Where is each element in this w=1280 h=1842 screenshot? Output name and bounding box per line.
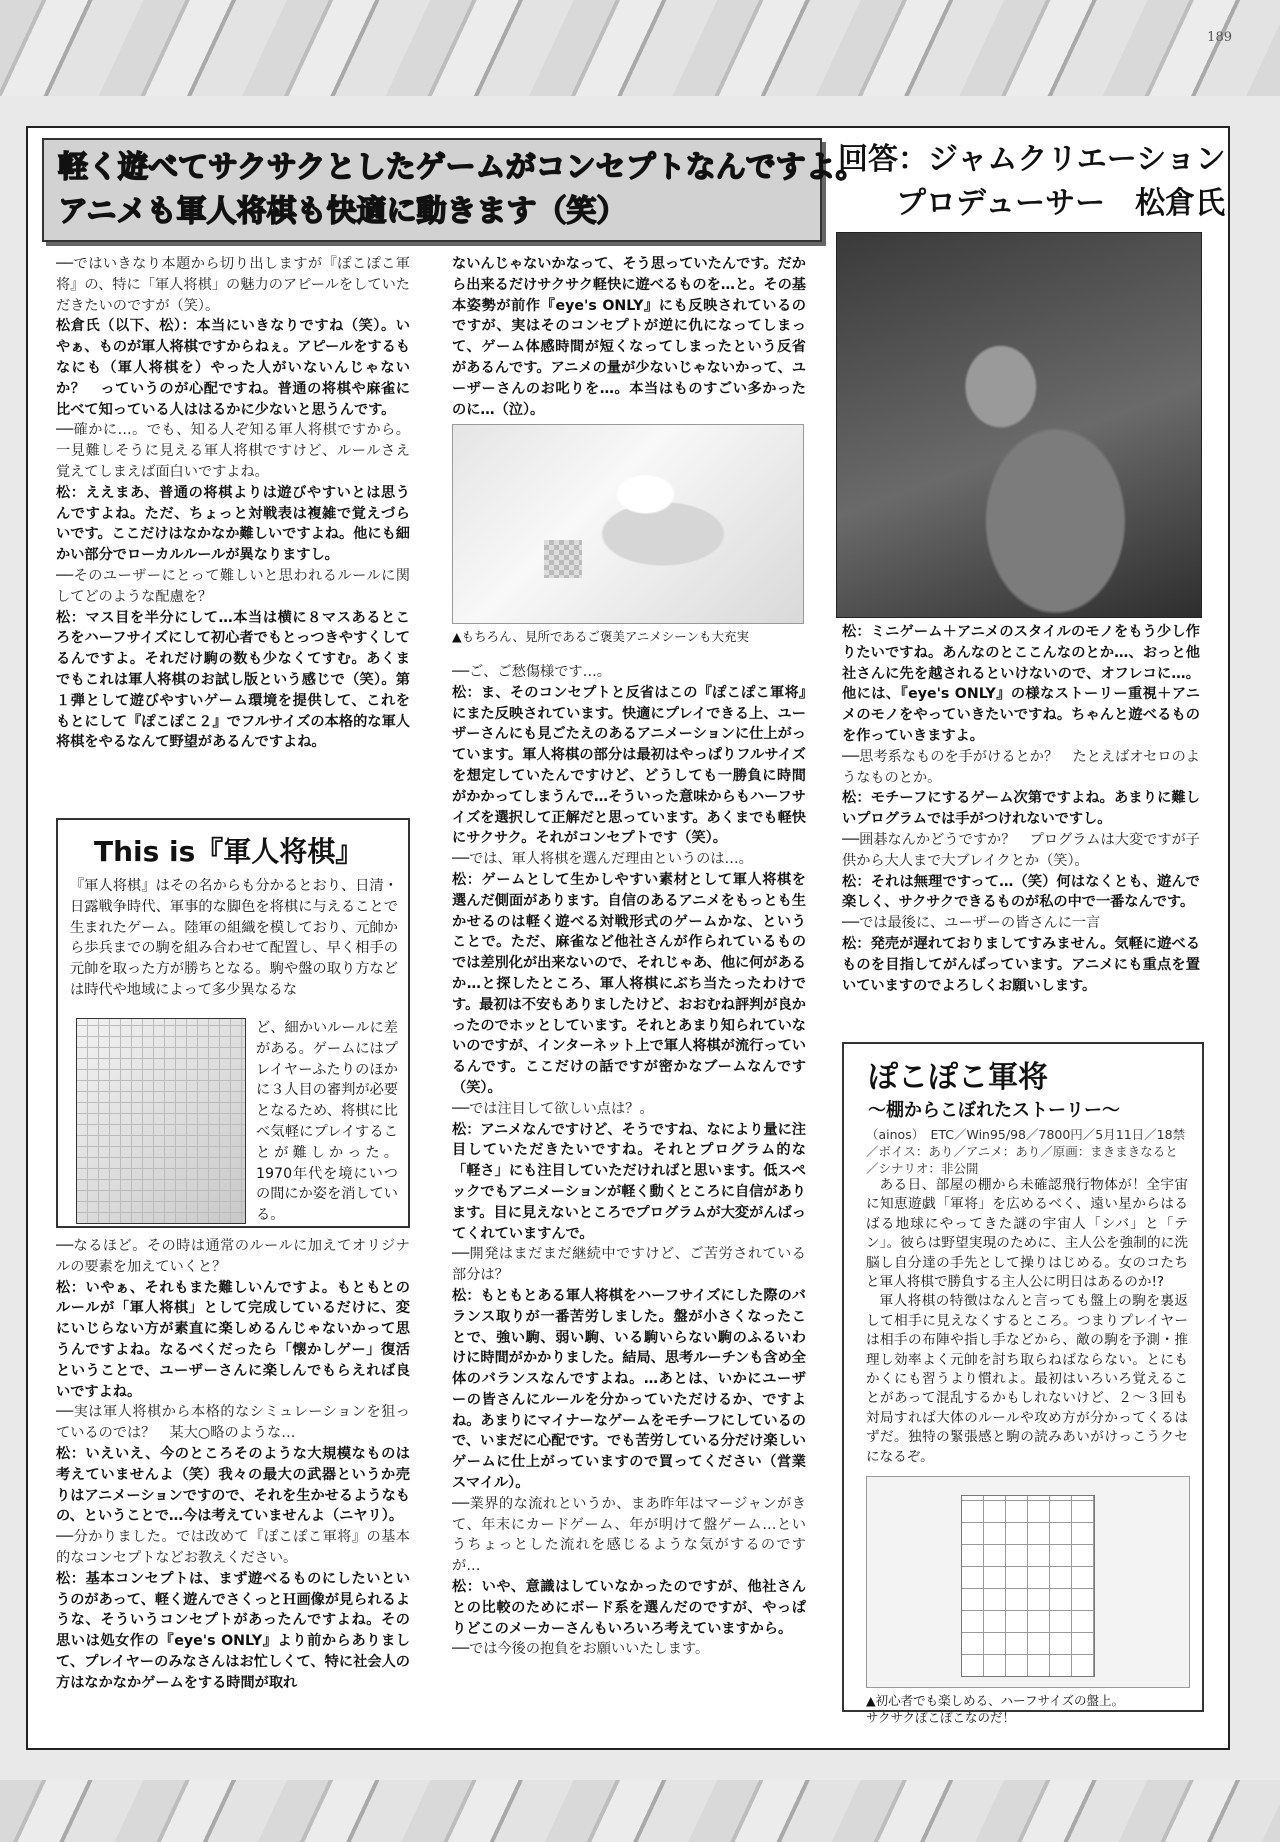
answer-paragraph: 松：基本コンセプトは、まず遊べるものにしたいというのがあって、軽く遊んでさくっとＨ画像が見られるような、そういうコンセプトがあったんですよね。その思いは処女作の『eye's ONLY』より前からありまして、プレイヤーのみなさんはお忙しくて、特に社会人の方はなかなかゲームをする時間が取れ: [56, 1570, 410, 1691]
game-subtitle: 〜棚からこぼれたストーリー〜: [868, 1100, 1120, 1121]
interviewee-company: 回答：ジャムクリエーション: [838, 142, 1226, 177]
question-paragraph: ──ご、ご愁傷様です…。: [452, 664, 611, 680]
answer-paragraph: 松：いやぁ、それもまた難しいんですよ。もともとのルールが「軍人将棋」として完成しているだけに、変にいじらない方が素直に楽しめるんじゃないかって思うんですよね。なるべくだったら「懐かしゲー」復活ということで、ユーザーさんに楽しんでもらえれば良いですよね。: [56, 1279, 410, 1400]
question-paragraph: ──では注目して欲しい点は？。: [452, 1100, 654, 1117]
answer-paragraph: 松：モチーフにするゲーム次第ですよね。あまりに難しいプログラムでは手がつけれないですし。: [842, 790, 1200, 828]
game-rules: 軍人将棋の特徴はなんと言っても盤上の駒を裏返して相手に見えなくするところ。つまりプレイヤーは相手の布陣や指し手などから、敵の駒を予測・推理し効率よく元帥を討ち取らねばならない。とにもかくにも習うより慣れよ。最初はいろいろ覚えることがあって混乱するかもしれないけど、２〜３回も対局すれば大体のルールや攻め方が分かってくるはずだ。独特の緊張感と駒の読みあいがけっこうクセになるぞ。: [866, 1293, 1188, 1465]
answer-paragraph: 松：ま、そのコンセプトと反省はこの『ぽこぽこ軍将』にまた反映されています。快適にプレイできる上、ユーザーさんにも見ごたえのあるアニメーションに仕上がっています。軍人将棋の部分は最初はやっぱりフルサイズを想定していたんですけど、どうしても一勝負に時間がかかってしまうんで…そういった意味からもハーフサイズを選択して正解だと思っています。あくまでも軽快にサクサク。それがコンセプトです（笑）。: [452, 684, 806, 847]
question-paragraph: ──そのユーザーにとって難しいと思われるルールに関してどのような配慮を？: [56, 567, 410, 605]
headline-line-1: 軽く遊べてサクサクとしたゲームがコンセプトなんですよ。: [58, 150, 866, 185]
board-caption-line-1: ▲初心者でも楽しめる、ハーフサイズの盤上。: [866, 1693, 1124, 1708]
question-paragraph: ──確かに…。でも、知る人ぞ知る軍人将棋ですから。一見難しそうに見える軍人将棋ですけど、ルールさえ覚えてしまえば面白いですよね。: [56, 422, 410, 480]
game-screenshot: [452, 424, 804, 624]
this-is-sidebar: [56, 818, 410, 1228]
article-column-2: [452, 254, 806, 416]
answer-paragraph: 松：ゲームとして生かしやすい素材として軍人将棋を選んだ側面があります。自信のあるアニメをもっとも生かせるのは軽く遊べる対戦形式のゲームかな、ということで。ただ、麻雀など他社さんが作られているものでは差別化が出来ないので、それじゃあ、他に何があるか…と探したところ、軍人将棋にぶち当たったわけです。最初は不安もありましたけど、おおむね評判が良かったのでホッとしています。それとあまり知られていないのですが、インターネット上で軍人将棋が流行っているんです。ここだけの話ですが密かなブームなんです（笑）。: [452, 871, 806, 1096]
mosaic-censor: [544, 540, 582, 578]
answer-paragraph: 松：マス目を半分にして…本当は横に８マスあるところをハーフサイズにして初心者でもとっつきやすくしてるんですよ。それだけ駒の数も少なくてすむ。あくまでもこれは軍人将棋のお試し版という感じで（笑）。第１弾として遊びやすいゲーム環境を提供して、これをもとにして『ぽこぽこ２』でフルサイズの本格的な軍人将棋をやるなんて野望があるんですよね。: [56, 609, 410, 751]
shogi-board-grid: [961, 1495, 1095, 1677]
answer-paragraph: 松：発売が遅れておりましてすみません。気軽に遊べるものを目指してがんばっています。アニメにも重点を置いていますのでよろしくお願いします。: [842, 935, 1200, 994]
answer-paragraph: 松：アニメなんですけど、そうですね、なにより量に注目していただきたいですね。それとプログラム的な「軽さ」にも注目していただければと思います。低スペックでもアニメーションが軽く動くところに自信があります。目に見えないところでプログラムが大変がんばってくれていますんで。: [452, 1121, 806, 1242]
question-paragraph: ──ではいきなり本題から切り出しますが『ぽこぽこ軍将』の、特に「軍人将棋」の魅力のアピールをしていただきたいのですが（笑）。: [56, 256, 410, 314]
question-paragraph: ──実は軍人将棋から本格的なシミュレーションを狙っているのでは？ 某大○略のような…: [56, 1404, 410, 1442]
top-decorative-band: [0, 0, 1280, 96]
game-spec: （ainos） ETC／Win95/98／7800円／5月11日／18禁／ボイス：あり／アニメ：あり／原画：まきまきなると／シナリオ：非公開: [866, 1127, 1186, 1176]
answer-paragraph: 松：いや、意識はしていなかったのですが、他社さんとの比較のためにボード系を選んだのですが、やっぱりどこのメーカーさんもいろいろ考えていますから。: [452, 1579, 806, 1637]
question-paragraph: ──囲碁なんかどうですか？ プログラムは大変ですが子供から大人まで大ブレイクとか（笑）。: [842, 831, 1200, 869]
answer-paragraph: ないんじゃないかなって、そう思っていたんです。だから出来るだけサクサク軽快に遊べるものを…と。その基本姿勢が前作『eye's ONLY』にも反映されているのですが、実はそのコンセプトが逆に仇になってしまって、ゲーム体感時間が短くなってしまったという反省があるんです。アニメの量が少ないじゃないかって、ユーザーさんのお叱りを…。本当はものすごい多かったのに…（泣）。: [452, 256, 806, 416]
question-paragraph: ──業界的な流れというか、まあ昨年はマージャンがきて、年末にカードゲーム、年が明けて盤ゲーム…というちょっとした流れを感じるような気がするのですが…: [452, 1495, 806, 1575]
question-paragraph: ──では今後の抱負をお願いいたします。: [452, 1641, 710, 1658]
interviewee-name: プロデューサー 松倉氏: [896, 186, 1226, 221]
game-info-box: [842, 1042, 1204, 1725]
article-column-2-continued: [452, 662, 806, 1738]
answer-paragraph: 松：それは無理ですって…（笑）何はなくとも、遊んで楽しく、サクサクできるものが私の中で一番なんです。: [842, 873, 1200, 911]
game-description: [866, 1176, 1188, 1467]
answer-paragraph: 松：いえいえ、今のところそのような大規模なものは考えていませんよ（笑）我々の最大の武器というか売りはアニメーションですので、それを生かせるようなもの、ということで…今は考えていませんよ（ニヤリ）。: [56, 1445, 410, 1525]
game-title: ぽこぽこ軍将: [868, 1060, 1048, 1095]
sidebar-title: This is『軍人将棋』: [94, 835, 364, 868]
question-paragraph: ──では最後に、ユーザーの皆さんに一言: [842, 915, 1101, 932]
game-story: ある日、部屋の棚から未確認飛行物体が！全宇宙に知恵遊戯「軍将」を広めるべく、遠い星からはるばる地球にやってきた謎の宇宙人「シバ」と「テン」。彼らは野望実現のために、主人公を強制的に洗脳し自分達の手先として操りはじめる。女のコたちと軍人将棋で勝負する主人公に明日はあるのか!?: [866, 1177, 1188, 1291]
answer-paragraph: 松：ええまあ、普通の将棋よりは遊びやすいとは思うんですよね。ただ、ちょっと対戦表は複雑で覚えづらいです。ここだけはなかなか難しいですよね。他にも細かい部分でローカルルールが異なりますし。: [56, 484, 410, 564]
answer-paragraph: 松：ミニゲーム＋アニメのスタイルのモノをもう少し作りたいですね。あんなのとここんなのとか…、おっと他社さんに先を越されるといけないので、オフレコに…。他には、『eye's ONLY』の様なストーリー重視＋アニメのモノをやっていきたいですね。ちゃんと遊べるものを作っていきますよ。: [842, 624, 1200, 744]
article-column-1-continued: [56, 1236, 410, 1736]
question-paragraph: ──分かりました。では改めて『ぽこぽこ軍将』の基本的なコンセプトなどお教えください。: [56, 1529, 410, 1566]
article-column-1: [56, 254, 410, 810]
board-photo: [76, 1018, 246, 1224]
bottom-decorative-band: [0, 1780, 1280, 1842]
headline-box: [42, 138, 866, 242]
page-number: 189: [1207, 30, 1232, 45]
answer-paragraph: 松：もともとある軍人将棋をハーフサイズにした際のバランス取りが一番苦労しました。盤が小さくなったことで、強い駒、弱い駒、いる駒いらない駒のふるいわけに時間がかかりました。結局、思考ルーチンも含め全体のバランスなんですよね。…あとは、いかにユーザーの皆さんにルールを分かっていただけるか、ですよね。あまりにマイナーなゲームをモチーフにしているので、いまだに心配です。でも苦労している分だけ楽しいゲームに仕上がっていますので買ってください（営業スマイル）。: [452, 1287, 806, 1492]
article-column-3: [842, 622, 1200, 1034]
board-caption: [866, 1692, 1124, 1726]
headline-line-2: アニメも軍人将棋も快適に動きます（笑）: [58, 194, 627, 229]
question-paragraph: ──開発はまだまだ継続中ですけど、ご苦労されている部分は？: [452, 1246, 806, 1284]
screenshot-caption: ▲もちろん、見所であるご褒美アニメシーンも大充実: [452, 629, 749, 644]
board-screenshot: [866, 1476, 1190, 1688]
interviewee-heading: [838, 138, 1226, 226]
interviewee-photo: [836, 232, 1202, 618]
sidebar-text: 『軍人将棋』はその名からも分かるとおり、日清・日露戦争時代、軍事的な脚色を将棋に与えることで生まれたゲーム。陸軍の組織を模しており、元帥から歩兵までの駒を組み合わせて配置し、早く相手の元帥を取った方が勝ちとなる。駒や盤の取り方などは時代や地域によって多少異なるな: [70, 878, 398, 998]
question-paragraph: ──では、軍人将棋を選んだ理由というのは…。: [452, 851, 753, 868]
question-paragraph: ──なるほど。その時は通常のルールに加えてオリジナルの要素を加えていくと？: [56, 1238, 410, 1275]
board-caption-line-2: サクサクぽこぽこなのだ！: [866, 1710, 1016, 1725]
answer-paragraph: 松倉氏（以下、松）：本当にいきなりですね（笑）。いやぁ、ものが軍人将棋ですからねぇ。アピールをするもなにも（軍人将棋を）やった人がいないんじゃないか？ っていうのが心配ですね。普通の将棋や麻雀に比べて知っている人ははるかに少ないと思うんです。: [56, 318, 410, 418]
question-paragraph: ──思考系なものを手がけるとか？ たとえばオセロのようなものとか。: [842, 748, 1200, 786]
sidebar-text-wrap: ど、細かいルールに差がある。ゲームにはプレイヤーふたりのほかに３人目の審判が必要となるため、将棋に比べ気軽にプレイすることが難しかった。1970年代を境にいつの間にか姿を消している。: [256, 1020, 398, 1224]
